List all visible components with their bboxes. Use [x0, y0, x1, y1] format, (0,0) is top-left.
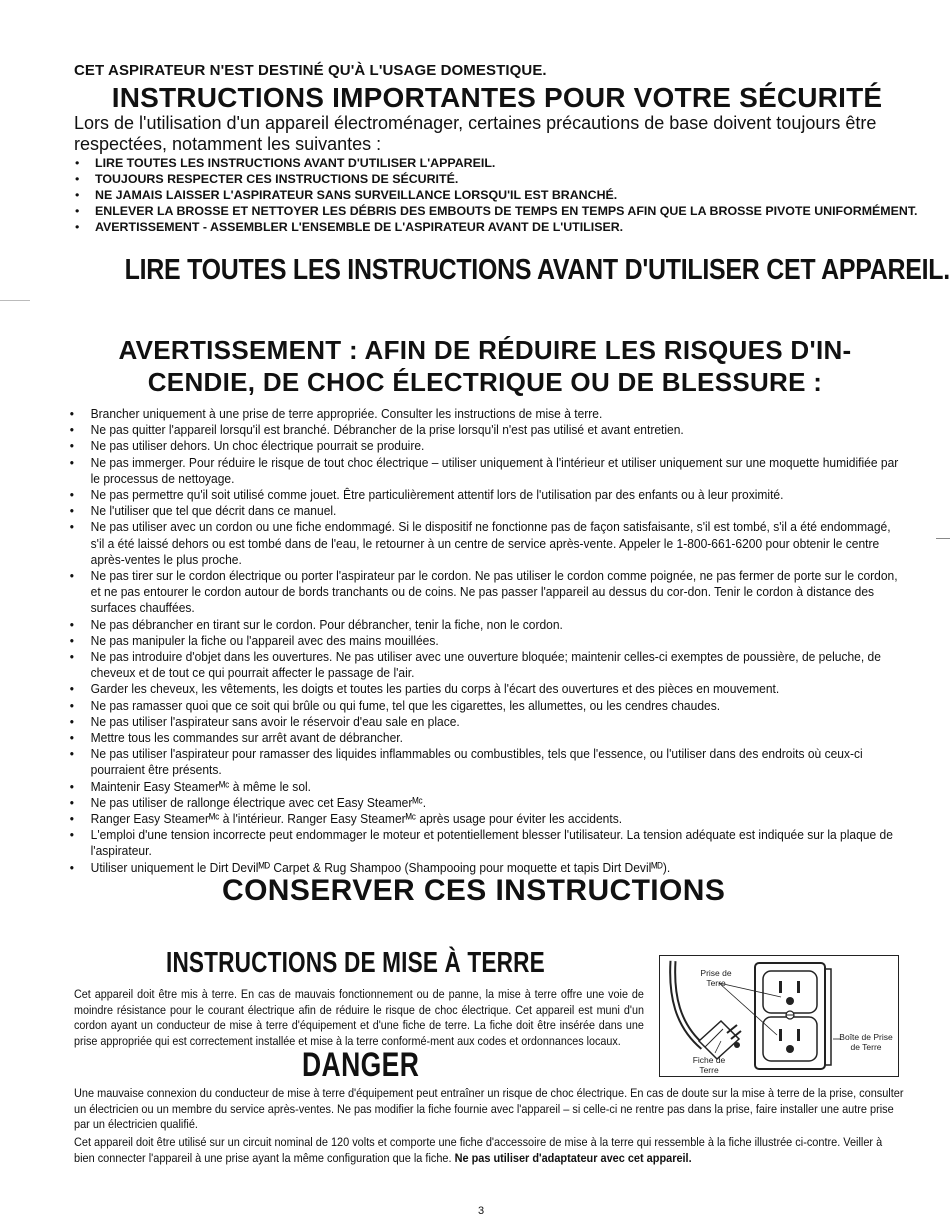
scan-artifact	[0, 300, 30, 301]
list-item: • Ne pas introduire d'objet dans les ouvertures. Ne pas utiliser avec une ouverture bloquée; maintenir celles-ci exemptes de poussière, de peluche, de cheveux et de tout ce qui pourrait affecter le passage de l'air.	[68, 649, 906, 681]
list-item: • Ne pas débrancher en tirant sur le cordon. Pour débrancher, tenir la fiche, non le cordon.	[68, 617, 906, 633]
prise-de-terre-label: Prise de Terre	[700, 968, 732, 988]
list-item: • Ne pas utiliser avec un cordon ou une fiche endommagé. Si le dispositif ne fonctionne pas de façon satisfaisante, s'il est tombé, s'il a été endommagé, s'il a été laissé dehors ou est tombé dans de l'eau, le retourner à un centre de service après-vente. Appeler le 1-800-661-6200 pour obtenir le centre après-ventes le plus proche.	[68, 519, 906, 568]
list-item: • Ne pas utiliser de rallonge électrique avec cet Easy Steamerᴹᶜ.	[68, 795, 906, 811]
fiche-de-terre-label: Fiche de Terre	[692, 1055, 726, 1075]
list-item: • Ne pas permettre qu'il soit utilisé comme jouet. Être particulièrement attentif lors de l'utilisation par des enfants ou à leur proximité.	[68, 487, 906, 503]
safety-rules-list	[68, 406, 906, 876]
list-item: • Ne pas tirer sur le cordon électrique ou porter l'aspirateur par le cordon. Ne pas utiliser le cordon comme poignée, ne pas fermer de porte sur le cordon, et ne pas entourer le cordon autour de bords tranchants ou de coins. Ne pas passer l'appareil au dessus du cor-don. Tenir le cordon à distance des surfaces chauffées.	[68, 568, 906, 617]
list-item: • NE JAMAIS LAISSER L'ASPIRATEUR SANS SURVEILLANCE LORSQU'IL EST BRANCHÉ.	[74, 188, 920, 202]
danger-heading: DANGER	[302, 1046, 420, 1084]
list-item: • Ne pas utiliser dehors. Un choc électrique pourrait se produire.	[68, 438, 906, 454]
list-item: • Ne pas quitter l'appareil lorsqu'il est branché. Débrancher de la prise lorsqu'il n'est pas utilisé et avant entretien.	[68, 422, 906, 438]
grounding-note-2	[74, 1135, 905, 1166]
keep-instructions-heading: CONSERVER CES INSTRUCTIONS	[222, 874, 726, 907]
grounding-note-2-text: Cet appareil doit être utilisé sur un circuit nominal de 120 volts et comporte une fiche d'accessoire de mise à la terre qui ressemble à la fiche illustrée ci-contre. Veiller à bien connecter l'appareil à une prise ayant la même configuration que la fiche.	[74, 1135, 883, 1165]
grounding-heading: INSTRUCTIONS DE MISE À TERRE	[166, 947, 545, 979]
grounding-notes	[74, 1086, 905, 1169]
list-item: • Brancher uniquement à une prise de terre appropriée. Consulter les instructions de mise à terre.	[68, 406, 906, 422]
list-item: • Ne pas manipuler la fiche ou l'appareil avec des mains mouillées.	[68, 633, 906, 649]
safety-title: INSTRUCTIONS IMPORTANTES POUR VOTRE SÉCURITÉ	[111, 82, 883, 113]
boite-de-prise-label: Boîte de Prise de Terre	[839, 1032, 893, 1052]
list-item: • Mettre tous les commandes sur arrêt avant de débrancher.	[68, 730, 906, 746]
page-number: 3	[478, 1205, 485, 1217]
grounding-paragraph: Cet appareil doit être mis à terre. En cas de mauvais fonctionnement ou de panne, la mise à terre offre une voie de moindre résistance pour le courant électrique afin de réduire le risque de choc électrique. Cet appareil est muni d'un cordon ayant un conducteur de mise à terre d'équipement et d'une fiche de terre. La fiche doit être insérée dans une prise appropriée qui est correctement installée et mise à la terre conformé-ment aux codes et ordonnances locaux.	[74, 987, 644, 1049]
list-item: • Maintenir Easy Steamerᴹᶜ à même le sol.	[68, 779, 906, 795]
list-item: • TOUJOURS RESPECTER CES INSTRUCTIONS DE SÉCURITÉ.	[74, 172, 920, 186]
list-item: • LIRE TOUTES LES INSTRUCTIONS AVANT D'UTILISER L'APPAREIL.	[74, 156, 920, 170]
list-item: • Ne pas immerger. Pour réduire le risque de tout choc électrique – utiliser uniquement à l'intérieur et utiliser uniquement sur une moquette humidifiée par le processus de nettoyage.	[68, 455, 906, 487]
list-item: • Garder les cheveux, les vêtements, les doigts et toutes les parties du corps à l'écart des ouvertures et des pièces en mouvement.	[68, 681, 906, 697]
no-adapter-warning: Ne pas utiliser d'adaptateur avec cet appareil.	[454, 1150, 692, 1165]
read-all-heading: LIRE TOUTES LES INSTRUCTIONS AVANT D'UTILISER CET APPAREIL.	[124, 254, 950, 286]
caps-safety-list	[74, 156, 920, 236]
scan-artifact	[936, 538, 950, 539]
domestic-use-notice: CET ASPIRATEUR N'EST DESTINÉ QU'À L'USAGE DOMESTIQUE.	[74, 62, 547, 79]
list-item: • Ne pas utiliser l'aspirateur sans avoir le réservoir d'eau sale en place.	[68, 714, 906, 730]
list-item: • Ne pas utiliser l'aspirateur pour ramasser des liquides inflammables ou combustibles, tels que l'essence, ou l'utiliser dans des endroits où ceux-ci pourraient être présents.	[68, 746, 906, 778]
list-item: • ENLEVER LA BROSSE ET NETTOYER LES DÉBRIS DES EMBOUTS DE TEMPS EN TEMPS AFIN QUE LA BROSSE PIVOTE UNIFORMÉMENT.	[74, 204, 920, 218]
list-item: • AVERTISSEMENT - ASSEMBLER L'ENSEMBLE DE L'ASPIRATEUR AVANT DE L'UTILISER.	[74, 220, 920, 234]
list-item: • L'emploi d'une tension incorrecte peut endommager le moteur et potentiellement blesser l'utilisateur. La tension adéquate est indiquée sur la plaque de l'aspirateur.	[68, 827, 906, 859]
list-item: • Ne pas ramasser quoi que ce soit qui brûle ou qui fume, tel que les cigarettes, les allumettes, ou les cendres chaudes.	[68, 698, 906, 714]
safety-intro: Lors de l'utilisation d'un appareil électroménager, certaines précautions de base doivent toujours être respectées, notamment les suivantes :	[74, 113, 877, 154]
grounding-figure	[659, 955, 903, 1081]
list-item: • Utiliser uniquement le Dirt Devilᴹᴰ Carpet & Rug Shampoo (Shampooing pour moquette et tapis Dirt Devilᴹᴰ).	[68, 860, 906, 876]
list-item: • Ne l'utiliser que tel que décrit dans ce manuel.	[68, 503, 906, 519]
warning-heading: AVERTISSEMENT : AFIN DE RÉDUIRE LES RISQUES D'IN-CENDIE, DE CHOC ÉLECTRIQUE OU DE BLESSURE :	[118, 335, 852, 397]
grounding-note-1: Une mauvaise connexion du conducteur de mise à terre d'équipement peut entraîner un risque de choc électrique. En cas de doute sur la mise à terre de la prise, consulter un électricien ou un membre du service après-ventes. Ne pas modifier la fiche fournie avec l'appareil – si celle-ci ne rentre pas dans la prise, faire installer une autre prise par un électricien qualifié.	[74, 1086, 904, 1132]
list-item: • Ranger Easy Steamerᴹᶜ à l'intérieur. Ranger Easy Steamerᴹᶜ après usage pour éviter les accidents.	[68, 811, 906, 827]
